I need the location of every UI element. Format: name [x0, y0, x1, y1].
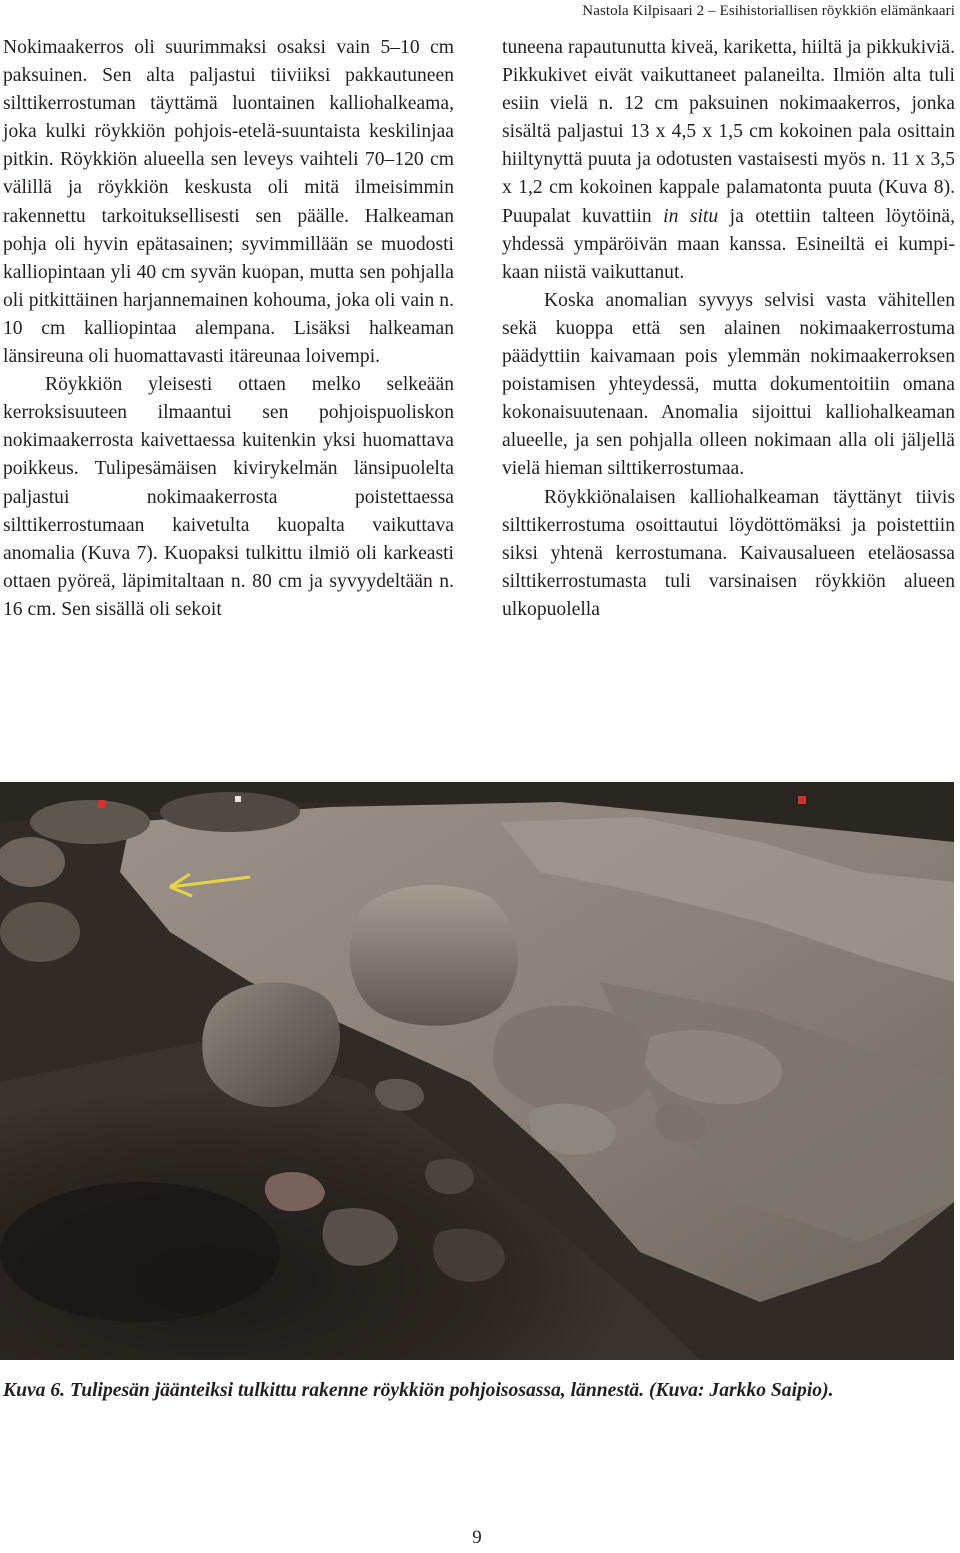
boulder-large	[350, 885, 518, 1026]
survey-marker	[98, 800, 106, 808]
text-column-left	[3, 34, 454, 624]
italic-term: in situ	[663, 205, 719, 227]
text-run: ja otettiin talteen löytöinä, yhdessä ympäröivän maan kanssa. Esineiltä ei kumpikaan niistä vaikuttanut.	[502, 205, 955, 283]
text-run: tuneena rapautunutta kiveä, kariketta, hiiltä ja pikkukiviä. Pikkukivet eivät vaikuttaneet palaneilta. Ilmiön alta tuli esiin vielä n. 12 cm paksuinen nokimaakerros, jonka sisältä paljastui 13 x 4,5 x 1,5 cm kokoinen pala osittain hiiltynyttä puuta ja odotusten vastaisesti myös n. 11 x 3,5 x 1,2 cm kokoinen kappale palamatonta puuta (Kuva 8). Puupalat kuvattiin	[502, 37, 955, 227]
paragraph: Nokimaakerros oli suurimmaksi osaksi vain 5–10 cm paksuinen. Sen alta paljastui tiiviiksi pakkautuneen silttikerrostuman täyttämä luontainen kalliohalkeama, joka kulki röykkiön pohjois-etelä-suuntaista keskilinjaa pitkin. Röykkiön alueella sen leveys vaihteli 70–120 cm välillä ja röykkiön keskusta oli mitä ilmeisimmin rakennettu tarkoituksellisesti sen päälle. Halkeaman pohja oli hyvin epätasainen; syvimmillään se muodosti kalliopintaan yli 40 cm syvän kuopan, mutta sen pohjalla oli pitkittäinen harjannemainen kohouma, joka oli vain n. 10 cm kalliopintaa alempana. Lisäksi halkeaman länsireuna oli huomattavasti itäreunaa loivempi.	[3, 37, 454, 368]
survey-marker	[798, 796, 806, 804]
running-header	[0, 3, 955, 20]
figure-caption: Kuva 6. Tulipesän jäänteiksi tulkittu rakenne röykkiön pohjoisosassa, lännestä. (Kuva: Jarkko Saipio).	[3, 1380, 834, 1401]
running-header-site: Nastola Kilpisaari 2	[582, 3, 705, 19]
running-header-section: Esihistoriallisen röykkiön elämänkaari	[719, 3, 955, 19]
boulder	[493, 1006, 652, 1114]
excavation-photo-illustration	[0, 782, 954, 1360]
paragraph: Koska anomalian syvyys selvisi vasta vähitellen sekä kuoppa että sen alainen nokimaakerrostuma päädyttiin kaivamaan pois ylemmän nokimaakerroksen poistamisen yhteydessä, mutta dokumentoitiin omana kokonaisuutenaan. Anomalia sijoittui kalliohalkeaman alueelle, ja sen pohjalla olleen nokimaan alla oli jäljellä vielä hieman silttikerrostumaa.	[502, 289, 955, 480]
page-number: 9	[472, 1527, 482, 1548]
paragraph: Röykkiönalaisen kalliohalkeaman täyttänyt tiivis silttikerrostuma osoittautui löydöttömäksi ja poistettiin siksi yhtenä kerrostumana. Kaivausalueen eteläosassa silttikerrostumasta tuli varsinaisen röykkiön alueen ulkopuolella	[502, 486, 955, 620]
figure-photo	[0, 782, 954, 1360]
survey-marker	[235, 796, 241, 802]
paragraph	[502, 34, 955, 287]
running-header-separator: –	[708, 3, 716, 19]
paragraph: Röykkiön yleisesti ottaen melko selkeään kerroksisuuteen ilmaantui sen pohjoispuoliskon nokimaakerrosta kaivettaessa kuitenkin yksi huomattava poikkeus. Tulipesämäisen kivirykelmän länsipuolelta paljastui nokimaakerrosta poistettaessa silttikerrostumaan kaivetulta kuopalta vaikuttava anomalia (Kuva 7). Kuopaksi tulkittu ilmiö oli karkeasti ottaen pyöreä, läpimitaltaan n. 80 cm ja syvyydeltään n. 16 cm. Sen sisällä oli sekoit	[3, 374, 454, 620]
text-column-right	[502, 34, 955, 624]
